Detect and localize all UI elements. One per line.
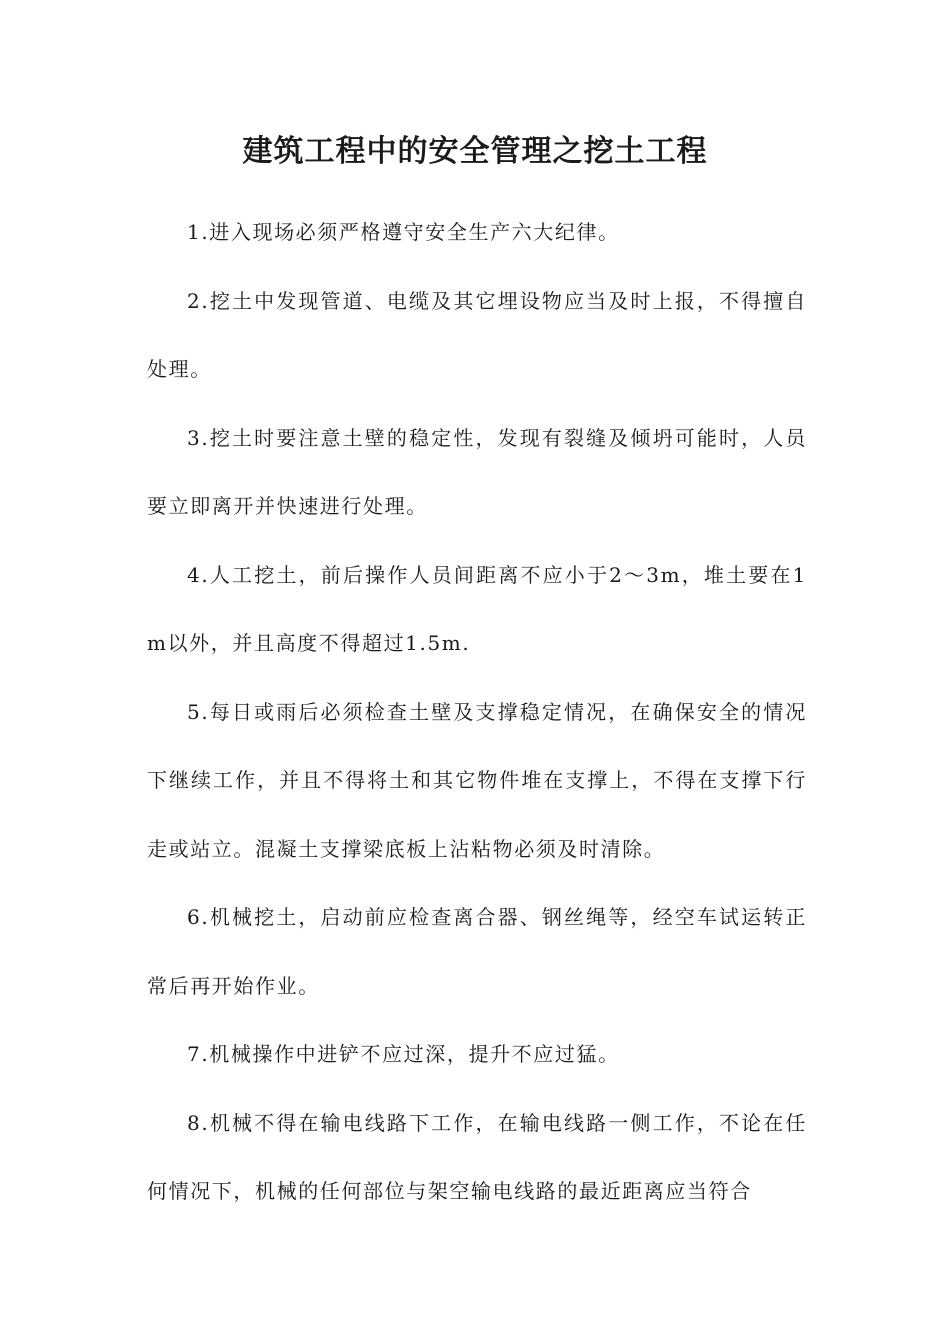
paragraph-4: 4.人工挖土，前后操作人员间距离不应小于2～3m，堆土要在1m以外，并且高度不得超过1.5m.	[147, 562, 807, 655]
paragraph-3: 3.挖土时要注意土壁的稳定性，发现有裂缝及倾坍可能时，人员要立即离开并快速进行处理。	[147, 425, 807, 518]
paragraph-2: 2.挖土中发现管道、电缆及其它埋设物应当及时上报，不得擅自处理。	[147, 288, 807, 381]
paragraph-6: 6.机械挖土，启动前应检查离合器、钢丝绳等，经空车试运转正常后再开始作业。	[147, 905, 807, 998]
paragraph-7: 7.机械操作中进铲不应过深，提升不应过猛。	[187, 1042, 620, 1066]
document-body	[147, 198, 807, 1226]
paragraph-1: 1.进入现场必须严格遵守安全生产六大纪律。	[187, 220, 620, 244]
paragraph-5: 5.每日或雨后必须检查土壁及支撑稳定情况，在确保安全的情况下继续工作，并且不得将土和其它物件堆在支撑上，不得在支撑下行走或站立。混凝土支撑梁底板上沾粘物必须及时清除。	[147, 699, 807, 861]
paragraph-8: 8.机械不得在输电线路下工作，在输电线路一侧工作，不论在任何情况下，机械的任何部位与架空输电线路的最近距离应当符合	[147, 1110, 807, 1203]
document-title: 建筑工程中的安全管理之挖土工程	[242, 134, 708, 169]
